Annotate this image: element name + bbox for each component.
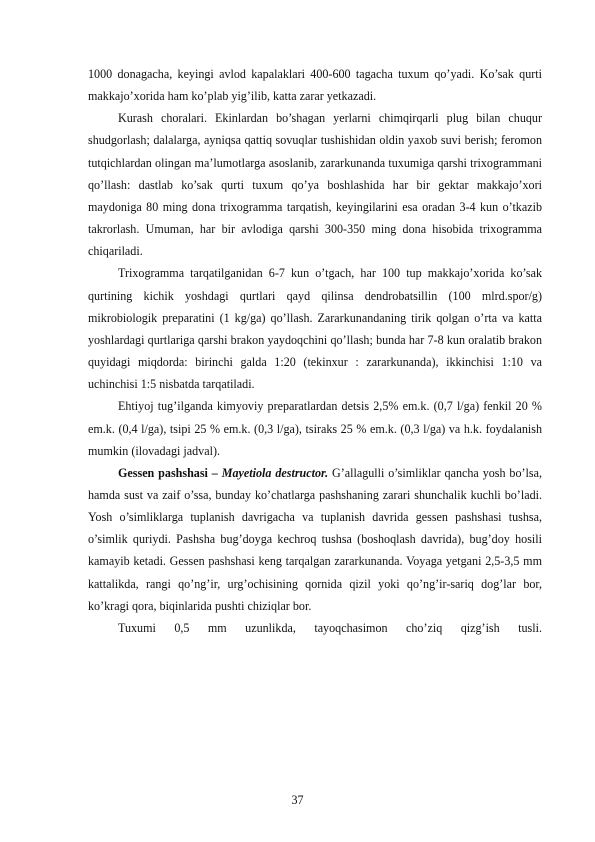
paragraph-trichogramma: Trixogramma tarqatilganidan 6-7 kun o’tgach, har 100 tup makkajo’xorida ko’sak qurtining kichik yoshdagi qurtlari qayd qilinsa dendrobatsillin (100 mlrd.spor/g) mikrobiologik preparatini (1 kg/ga) qo’llash. Zararkunandaning tirik qolgan o’rta va katta yoshlardagi qurtlariga qarshi brakon yaydoqchini qo’llash; bunda har 7-8 kun oralatib brakon quyidagi miqdorda: birinchi galda 1:20 (tekinxur : zararkunanda), ikkinchisi 1:10 va uchinchisi 1:5 nisbatda tarqatiladi. [88, 266, 542, 392]
section-heading: Gessen pashshasi – [118, 465, 222, 480]
paragraph-continuation: 1000 donagacha, keyingi avlod kapalaklari 400-600 tagacha tuxum qo’yadi. Ko’sak qurti makkajo’xorida ham ko’plab yig’ilib, katta zarar yetkazadi. [88, 67, 542, 104]
latin-species-name: Mayetiola destructor. [221, 465, 329, 480]
document-page [88, 63, 542, 639]
paragraph-body: G’allagulli o’simliklar qancha yosh bo’lsa, hamda sust va zaif o’ssa, bunday ko’chatlarga pashshaning zarari shunchalik kuchli bo’ladi. Yosh o’simliklarga tuplanish davrigacha va tuplanish davrida gessen pashshasi tushsa, o’simlik quriydi. Pashsha bug’doyga kechroq tushsa (boshoqlash davrida), bug’doy hosili kamayib ketadi. Gessen pashshasi keng tarqalgan zararkunanda. Voyaga yetgani 2,5-3,5 mm kattalikda, rangi qo’ng’ir, urg’ochisining qornida qizil yoki qo’ng’ir-sariq dog’lar bor, ko’kragi qora, biqinlarida pushti chiziqlar bor. [88, 465, 543, 613]
page-number: 37 [291, 793, 304, 807]
paragraph-hessian-fly [88, 462, 542, 617]
paragraph-chemical-preparations: Ehtiyoj tug’ilganda kimyoviy preparatlardan detsis 2,5% em.k. (0,7 l/ga) fenkil 20 % em.k. (0,4 l/ga), tsipi 25 % em.k. (0,3 l/ga), tsiraks 25 % em.k. (0,3 l/ga) va h.k. foydalanish mumkin (ilovadagi jadval). [88, 399, 542, 458]
paragraph-control-measures: Kurash choralari. Ekinlardan bo’shagan yerlarni chimqirqarli plug bilan chuqur shudgorlash; dalalarga, ayniqsa qattiq sovuqlar tushishidan oldin yaxob suvi berish; feromon tutqichlardan olingan ma’lumotlarga asoslanib, zararkunanda tuxumiga qarshi trixogrammani qo’llash: dastlab ko’sak qurti tuxum qo’ya boshlashida har bir gektar makkajo’xori maydoniga 80 ming dona trixogramma tarqatish, keyingilarini esa oradan 3-4 kun o’tkazib takrorlash. Umuman, har bir avlodiga qarshi 300-350 ming dona hisobida trixogramma chiqariladi. [88, 111, 542, 259]
paragraph-egg-description: Tuxumi 0,5 mm uzunlikda, tayoqchasimon cho’ziq qizg’ish tusli. [118, 620, 542, 635]
